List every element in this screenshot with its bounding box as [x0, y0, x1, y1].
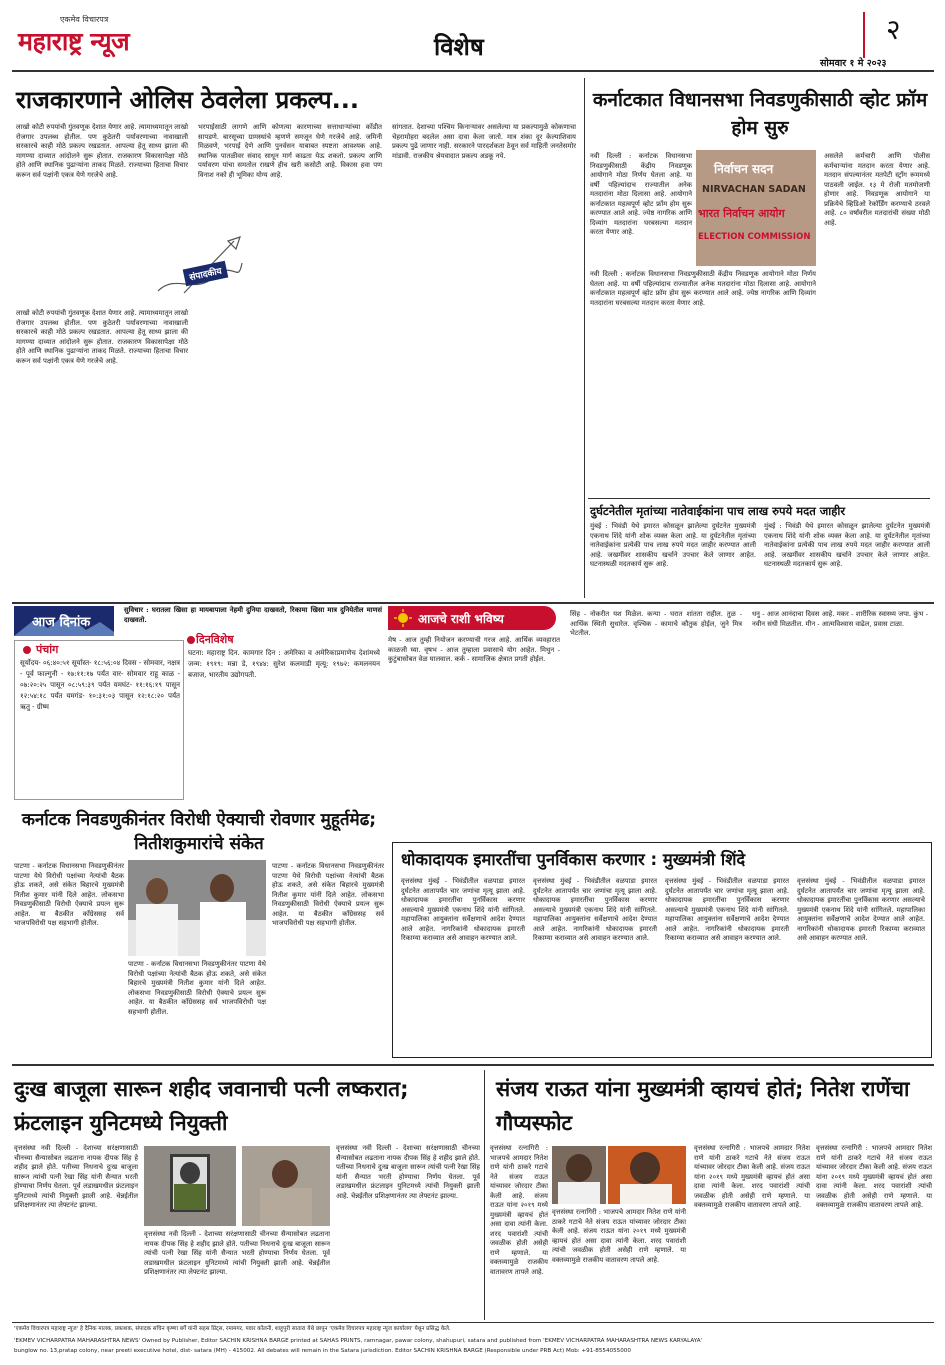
section-rule [12, 1064, 934, 1066]
page-number: २ [886, 13, 901, 46]
article-column: लाखो कोटी रुपयांची गुंतवणूक देशात येणार आहे. त्यामाध्यमातून लाखो रोजगार उपलब्ध होतील. पण कुठेतरी पर्यावरणाच्या नावाखाली सरकारचे काही मोठे प्रकल्प रखडतात. आपल्या हेतू साध्य झाला की मागण्या दाव्यात आंदोलने सुरू होतात. राजकारण विकासापेक्षा मोठे होते आणि स्थानिक पुढाऱ्यांना ताकद मिळते. राज्याच्या हिताचा विचार करून सर्व पक्षांनी एकत्र येणे गरजेचे आहे. [16, 309, 191, 365]
section-rule [12, 602, 934, 604]
article-column: पाटणा - कर्नाटक विधानसभा निवडणुकीनंतर पाटणा येथे विरोधी पक्षांच्या नेत्यांची बैठक होऊ शकते, असे संकेत बिहारचे मुख्यमंत्री नितीश कुमार यांनी दिले आहेत. लोकसभा निवडणुकीसाठी विरोधी ऐक्याचे प्रयत्न सुरू आहेत. या बैठकीत काँग्रेससह सर्व भाजपविरोधी पक्ष सहभागी होतील. [128, 960, 269, 1016]
rekha-singh-photo [242, 1146, 330, 1226]
horoscope-banner [388, 606, 556, 630]
sign-english: NIRVACHAN SADAN [702, 184, 806, 195]
imprint-address: bunglow no. 13,pratap colony, near preeti executive hotel, dist- satara (MH) - 415002. All debates will remain in the Satara jurisdiction. Editor SACHIN KRISHNA BARGE (Responsible under PRB Act) Mob: +91-8554055000 [14, 1348, 631, 1354]
article-column: नवी दिल्ली : कर्नाटक विधानसभा निवडणुकीसाठी केंद्रीय निवडणूक आयोगाने मोठा निर्णय घेतला आहे. या वर्षी पहिल्यांदाच राज्यातील अनेक मतदारांना मोठा दिलासा आहे. आयोगाने कर्नाटकात महत्वपूर्ण व्होट फ्रॉम होम सुरू करण्यात आले आहे. ज्येष्ठ नागरिक आणि दिव्यांग मतदारांना घरबसल्या मतदान करता येणार आहे. [590, 270, 819, 307]
imprint-english: 'EKMEV VICHARPATRA MAHARASHTRA NEWS' Owned by Publisher, Editor SACHIN KRISHNA BARGE printed at SAHAS PRINTS, ramnagar, pawar colony, shahupuri, satara and published from 'EKMEV VICHARPATRA MAHARASHTRA NEWS KARYALAYA' [14, 1338, 703, 1344]
headline: कर्नाटक निवडणुकीनंतर विरोधी ऐक्याची रोवणार मुहूर्तमेढ; नितीशकुमारांचे संकेत [21, 810, 377, 854]
footer [14, 1325, 932, 1361]
article-column: पाटणा - कर्नाटक विधानसभा निवडणुकीनंतर पाटणा येथे विरोधी पक्षांच्या नेत्यांची बैठक होऊ शकते, असे संकेत बिहारचे मुख्यमंत्री नितीश कुमार यांनी दिले आहेत. लोकसभा निवडणुकीसाठी विरोधी ऐक्याचे प्रयत्न सुरू आहेत. या बैठकीत काँग्रेससह सर्व भाजपविरोधी पक्ष सहभागी होतील. [14, 862, 127, 927]
article-rajkaran [14, 77, 580, 599]
article-column: वृत्तसंस्था रत्नागिरी : भाजपचे आमदार नितेश राणे यांनी ठाकरे गटाचे नेते संजय राऊत यांच्यावर जोरदार टीका केली आहे. संजय राऊत यांना २०१९ मध्ये मुख्यमंत्री व्हायचं होतं असा दावा त्यांनी केला. शरद पवारांशी त्यांची जवळीक होती असेही राणे म्हणाले. या वक्तव्यामुळे राजकीय वातावरण तापले आहे. [552, 1208, 689, 1264]
soldier-photo [144, 1146, 236, 1226]
column-rule [584, 78, 585, 598]
article-column: पाटणा - कर्नाटक विधानसभा निवडणुकीनंतर पाटणा येथे विरोधी पक्षांच्या नेत्यांची बैठक होऊ शकते, असे संकेत बिहारचे मुख्यमंत्री नितीश कुमार यांनी दिले आहेत. लोकसभा निवडणुकीसाठी विरोधी ऐक्याचे प्रयत्न सुरू आहेत. या बैठकीत काँग्रेससह सर्व भाजपविरोधी पक्ष सहभागी होतील. [272, 862, 387, 927]
dinvishesh-text: घटना: महाराष्ट्र दिन. कामगार दिन : अमेरिका व अमेरिकाप्रमाणेच देशांमध्ये जन्म: १९१९: मन्ना डे, १९४४: सुरेश कलमाडी मृत्यू: १९७२: कमलनयन बजाज, भारतीय उद्योगपती. [188, 649, 383, 679]
panchang-title: पंचांग [36, 643, 59, 656]
nitish-kumar-photo [128, 860, 266, 956]
article-column: वृत्तसंस्था नवी दिल्ली - देशाच्या सरंक्षणासाठी चीनच्या सैन्यासोबत लढताना नायक दीपक सिंह हे शहीद झाले होते. पतीच्या निधनाचे दुःख बाजूला सारून त्यांची पत्नी रेखा सिंह यांनी सैन्यात भरती होण्याचा निर्णय घेतला. पूर्व लडाखमधील फ्रंटलाइन युनिटमध्ये त्यांची नियुक्ती झाली आहे. चेन्नईतील प्रशिक्षणानंतर त्या लेफ्टनंट झाल्या. [14, 1144, 141, 1209]
section-rule [588, 498, 930, 499]
aaj-dinank-title: आज दिनांक [32, 615, 91, 630]
article-compensation [590, 502, 933, 600]
article-sanjay-raut [490, 1070, 935, 1320]
headline: दुर्घटनेतील मृतांच्या नातेवाईकांना पाच लाख रुपये मदत जाहीर [590, 504, 846, 518]
headline: राजकारणाने ओलिस ठेवलेला प्रकल्प... [16, 86, 359, 114]
masthead-rule [12, 70, 934, 72]
article-column: वृत्तसंस्था मुंबई - भिवंडीतील वळपाडा इमारत दुर्घटनेत आतापर्यंत चार जणांचा मृत्यू झाला आहे. धोकादायक इमारतींचा पुनर्विकास करणार असल्याचे मुख्यमंत्री एकनाथ शिंदे यांनी सांगितले. महापालिका आयुक्तांना सर्वेक्षणाचे आदेश देण्यात आले आहेत. नागरिकांनी धोकादायक इमारती रिकाम्या कराव्यात असे आवाहन करण्यात आले. [533, 877, 660, 942]
article-column: मुंबई : भिवंडी येथे इमारत कोसळून झालेल्या दुर्घटनेत मुख्यमंत्री एकनाथ शिंदे यांनी शोक व्यक्त केला आहे. या दुर्घटनेतील मृतांच्या नातेवाईकांना प्रत्येकी पाच लाख रुपये मदत जाहीर करण्यात आली आहे. जखमींवर शासकीय खर्चाने उपचार केले जाणार आहेत. घटनास्थळी मदतकार्य सुरू आहे. [590, 522, 759, 568]
headline: दुःख बाजूला सारून शहीद जवानाची पत्नी लष्करात; फ्रंटलाइन युनिटमध्ये नियुक्ती [14, 1077, 409, 1135]
sun-icon [394, 609, 412, 627]
horoscope-title: आजचे राशी भविष्य [418, 612, 504, 626]
article-nitish [14, 806, 387, 1058]
article-column: वृत्तसंस्था मुंबई - भिवंडीतील वळपाडा इमारत दुर्घटनेत आतापर्यंत चार जणांचा मृत्यू झाला आहे. धोकादायक इमारतींचा पुनर्विकास करणार असल्याचे मुख्यमंत्री एकनाथ शिंदे यांनी सांगितले. महापालिका आयुक्तांना सर्वेक्षणाचे आदेश देण्यात आले आहेत. नागरिकांनी धोकादायक इमारती रिकाम्या कराव्यात असे आवाहन करण्यात आले. [401, 877, 528, 942]
panchang-bullet-icon [22, 645, 32, 655]
headline: संजय राऊत यांना मुख्यमंत्री व्हायचं होतं; नितेश राणेंचा गौप्यस्फोट [496, 1077, 910, 1135]
article-column: भरपाईसाठी लागणे आणि कोणत्या कारणाच्या सत्ताधाऱ्यांच्या कोंडीत सापडणे. बारसूच्या ग्रामस्थांचे म्हणणे समजून घेणे गरजेचे आहे. जमिनी मिळवणे, भरपाई देणे आणि पुनर्वसन याबाबत स्पष्टता आवश्यक आहे. स्थानिक पातळीवर संवाद साधून मार्ग काढता येऊ शकतो. प्रकल्प आणि पर्यावरण यांचा समतोल राखणे हीच खरी कसोटी आहे. विकास हवा पण विनाश नको ही भूमिका योग्य आहे. [198, 123, 385, 179]
sanjay-raut-photo [608, 1146, 686, 1204]
sign-english-commission: ELECTION COMMISSION [698, 232, 811, 242]
article-column: सांगतात. देशाच्या पश्चिम किनाऱ्यावर असलेल्या या प्रकल्पामुळे कोकणाचा चेहरामोहरा बदलेल असा दावा केला जातो. मात्र शंका दूर केल्याशिवाय प्रकल्प पुढे जाणार नाही. सरकारने पारदर्शकता ठेवून सर्व माहिती जनतेसमोर मांडावी. राजकीय श्रेयवादात प्रकल्प अडकू नये. [392, 123, 579, 160]
panchang-text: सूर्योदय- ०६:४०:५१ सूर्यास्त- १८:५६:०४ दिवस - सोमवार, नक्षत्र - पूर्व फाल्गुनी - १७:११:१७ पर्यंत वार- सोमवार राहू काळ - ०७:२०:२५ पासून ०८:५९:३९ पर्यंत यमघंट- ११:१६:१९ पासून १२:५४:१८ पर्यंत यमगंड- १०:३१:०३ पासून १२:१८:२० पर्यंत ऋतु - ग्रीष्म [20, 659, 183, 711]
column-rule [484, 1070, 485, 1320]
date: सोमवार १ मे २०२३ [820, 58, 887, 69]
tagline: एकमेव विचारपत्र [60, 15, 109, 24]
header-divider [863, 12, 865, 58]
election-commission-photo [696, 150, 816, 266]
headline: कर्नाटकात विधानसभा निवडणुकीसाठी व्होट फ्रॉम होम सुरु [592, 89, 928, 139]
horoscope-column: सिंह - नोकरीत यश मिळेल. कन्या - घरात शांतता राहील. तुळ - आर्थिक स्थिती सुधारेल. वृश्चिक - कामाचे कौतुक होईल, जुने मित्र भेटतील. [570, 610, 745, 637]
article-column: असलेले कर्मचारी आणि पोलीस कर्मचाऱ्यांना मतदान करता येणार आहे. मतदान संपल्यानंतर मतपेटी स्ट्राँग रूममध्ये पाठवली जाईल. १३ मे रोजी मतमोजणी होणार आहे. निवडणूक आयोगाने या प्रक्रियेचे व्हिडिओ रेकॉर्डिंग करण्याचे ठरवले आहे. ८० वर्षांवरील मतदारांची संख्या मोठी आहे. [824, 152, 933, 227]
article-column: वृत्तसंस्था नवी दिल्ली - देशाच्या सरंक्षणासाठी चीनच्या सैन्यासोबत लढताना नायक दीपक सिंह हे शहीद झाले होते. पतीच्या निधनाचे दुःख बाजूला सारून त्यांची पत्नी रेखा सिंह यांनी सैन्यात भरती होण्याचा निर्णय घेतला. पूर्व लडाखमधील फ्रंटलाइन युनिटमध्ये त्यांची नियुक्ती झाली आहे. चेन्नईतील प्रशिक्षणानंतर त्या लेफ्टनंट झाल्या. [336, 1144, 483, 1200]
dinvishesh-title: दिनविशेष [196, 633, 234, 646]
headline: धोकादायक इमारतींचा पुनर्विकास करणार : मुख्यमंत्री शिंदे [401, 850, 746, 869]
section-title: विशेष [434, 33, 484, 61]
horoscope-column: मेष - आज तुम्ही नियोजन करण्याची गरज आहे. आर्थिक व्यवहारात काळजी घ्या. वृषभ - आज तुम्हाला प्रवासाचे योग आहेत. मिथुन - कुटुंबासोबत वेळ घालवाल. कर्क - सामाजिक क्षेत्रात प्रगती होईल. [388, 636, 563, 663]
article-column: वृत्तसंस्था मुंबई - भिवंडीतील वळपाडा इमारत दुर्घटनेत आतापर्यंत चार जणांचा मृत्यू झाला आहे. धोकादायक इमारतींचा पुनर्विकास करणार असल्याचे मुख्यमंत्री एकनाथ शिंदे यांनी सांगितले. महापालिका आयुक्तांना सर्वेक्षणाचे आदेश देण्यात आले आहेत. नागरिकांनी धोकादायक इमारती रिकाम्या कराव्यात असे आवाहन करण्यात आले. [665, 877, 792, 942]
dinvishesh-bullet-icon [186, 635, 196, 645]
editorial-label: संपादकीय [183, 261, 228, 287]
aaj-dinank-banner [14, 606, 114, 636]
sign-devanagari: निर्वाचन सदन [714, 162, 774, 176]
article-column: वृत्तसंस्था रत्नागिरी : भाजपचे आमदार नितेश राणे यांनी ठाकरे गटाचे नेते संजय राऊत यांच्यावर जोरदार टीका केली आहे. संजय राऊत यांना २०१९ मध्ये मुख्यमंत्री व्हायचं होतं असा दावा त्यांनी केला. शरद पवारांशी त्यांची जवळीक होती असेही राणे म्हणाले. या वक्तव्यामुळे राजकीय वातावरण तापले आहे. [816, 1144, 935, 1209]
article-karnataka-vote [590, 80, 933, 490]
article-dangerous-buildings [392, 842, 932, 1058]
horoscope-box [388, 606, 932, 838]
article-column: वृत्तसंस्था मुंबई - भिवंडीतील वळपाडा इमारत दुर्घटनेत आतापर्यंत चार जणांचा मृत्यू झाला आहे. धोकादायक इमारतींचा पुनर्विकास करणार असल्याचे मुख्यमंत्री एकनाथ शिंदे यांनी सांगितले. महापालिका आयुक्तांना सर्वेक्षणाचे आदेश देण्यात आले आहेत. नागरिकांनी धोकादायक इमारती रिकाम्या कराव्यात असे आवाहन करण्यात आले. [797, 877, 928, 942]
sign-devanagari-commission: भारत निर्वाचन आयोग [698, 207, 785, 220]
article-column: लाखो कोटी रुपयांची गुंतवणूक देशात येणार आहे. त्यामाध्यमातून लाखो रोजगार उपलब्ध होतील. पण कुठेतरी पर्यावरणाच्या नावाखाली सरकारचे काही मोठे प्रकल्प रखडतात. आपल्या हेतू साध्य झाला की मागण्या दाव्यात आंदोलने सुरू होतात. राजकारण विकासापेक्षा मोठे होते आणि स्थानिक पुढाऱ्यांना ताकद मिळते. राज्याच्या हिताचा विचार करून सर्व पक्षांनी एकत्र येणे गरजेचे आहे. [16, 123, 191, 179]
suvichar: सुविचार : घरातला खिसा हा मायबापाला नेहमी दुनिया दाखवतो, रिकामा खिसा मात्र दुनियेतील माणसं दाखवतो. [124, 606, 385, 624]
article-column: नवी दिल्ली : कर्नाटक विधानसभा निवडणुकीसाठी केंद्रीय निवडणूक आयोगाने मोठा निर्णय घेतला आहे. या वर्षी पहिल्यांदाच राज्यातील अनेक मतदारांना मोठा दिलासा आहे. आयोगाने कर्नाटकात महत्वपूर्ण व्होट फ्रॉम होम सुरू करण्यात आले आहे. ज्येष्ठ नागरिक आणि दिव्यांग मतदारांना घरबसल्या मतदान करता येणार आहे. [590, 152, 695, 236]
footer-rule [12, 1322, 934, 1323]
masthead [18, 12, 928, 68]
article-column: वृत्तसंस्था रत्नागिरी : भाजपचे आमदार नितेश राणे यांनी ठाकरे गटाचे नेते संजय राऊत यांच्यावर जोरदार टीका केली आहे. संजय राऊत यांना २०१९ मध्ये मुख्यमंत्री व्हायचं होतं असा दावा त्यांनी केला. शरद पवारांशी त्यांची जवळीक होती असेही राणे म्हणाले. या वक्तव्यामुळे राजकीय वातावरण तापले आहे. [490, 1144, 551, 1276]
article-column: मुंबई : भिवंडी येथे इमारत कोसळून झालेल्या दुर्घटनेत मुख्यमंत्री एकनाथ शिंदे यांनी शोक व्यक्त केला आहे. या दुर्घटनेतील मृतांच्या नातेवाईकांना प्रत्येकी पाच लाख रुपये मदत जाहीर करण्यात आली आहे. जखमींवर शासकीय खर्चाने उपचार केले जाणार आहेत. घटनास्थळी मदतकार्य सुरू आहे. [764, 522, 933, 568]
article-martyr-wife [14, 1070, 483, 1320]
article-column: वृत्तसंस्था नवी दिल्ली - देशाच्या सरंक्षणासाठी चीनच्या सैन्यासोबत लढताना नायक दीपक सिंह हे शहीद झाले होते. पतीच्या निधनाचे दुःख बाजूला सारून त्यांची पत्नी रेखा सिंह यांनी सैन्यात भरती होण्याचा निर्णय घेतला. पूर्व लडाखमधील फ्रंटलाइन युनिटमध्ये त्यांची नियुक्ती झाली आहे. चेन्नईतील प्रशिक्षणानंतर त्या लेफ्टनंट झाल्या. [144, 1230, 333, 1276]
imprint-marathi: 'एकमेव विचारपत्र महाराष्ट्र न्यूज' हे दैनिक मालक, प्रकाशक, संपादक सचिन कृष्णा बर्गे यांनी सहस प्रिंट्स, रमामगर, पवार कॉलनी, शाहूपुरी सातारा येथे छापून 'एकमेव विचारपत्र महाराष्ट्र न्यूज कार्यालय' येथून प्रसिद्ध केले. [14, 1326, 451, 1332]
nitesh-rane-photo [552, 1146, 606, 1204]
horoscope-column: धनु - आज आनंदाचा दिवस आहे. मकर - शारीरिक स्वास्थ्य जपा. कुंभ - नवीन संधी मिळतील. मीन - आत्मविश्वास वाढेल, प्रवास टाळा. [752, 610, 931, 628]
brand-name: महाराष्ट्र न्यूज [18, 27, 130, 56]
article-column: वृत्तसंस्था रत्नागिरी : भाजपचे आमदार नितेश राणे यांनी ठाकरे गटाचे नेते संजय राऊत यांच्यावर जोरदार टीका केली आहे. संजय राऊत यांना २०१९ मध्ये मुख्यमंत्री व्हायचं होतं असा दावा त्यांनी केला. शरद पवारांशी त्यांची जवळीक होती असेही राणे म्हणाले. या वक्तव्यामुळे राजकीय वातावरण तापले आहे. [694, 1144, 813, 1209]
